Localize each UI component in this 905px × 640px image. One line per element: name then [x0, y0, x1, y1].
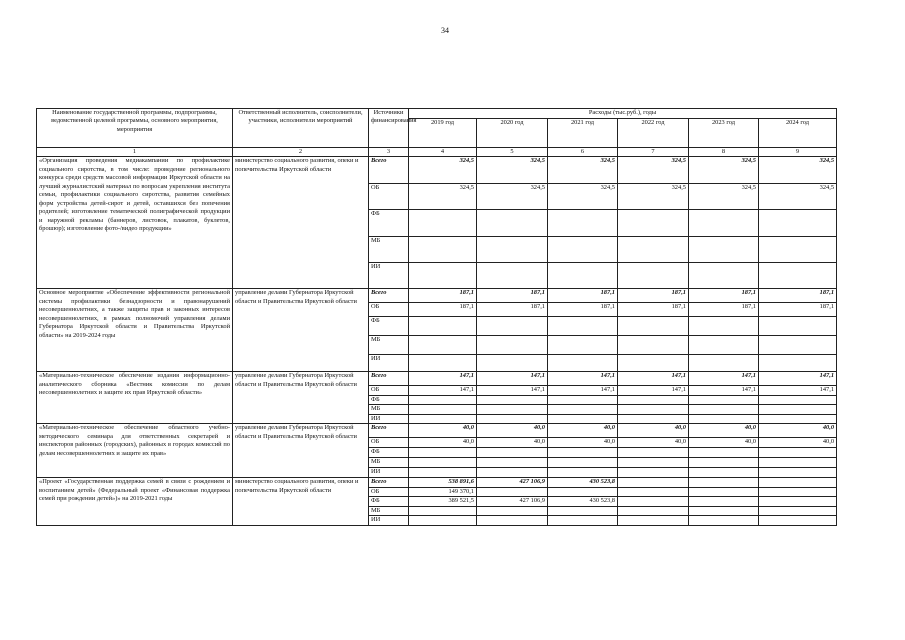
- amount-cell: 147,1: [618, 372, 689, 386]
- amount-cell: [618, 395, 689, 404]
- funding-source-cell: Всего: [369, 157, 409, 184]
- amount-cell: [618, 497, 689, 506]
- amount-cell: 147,1: [618, 386, 689, 395]
- funding-source-cell: ИИ: [369, 263, 409, 289]
- funding-row: [37, 289, 837, 303]
- amount-cell: [618, 355, 689, 372]
- amount-cell: 324,5: [409, 184, 477, 210]
- amount-cell: 40,0: [477, 438, 548, 448]
- funding-source-cell: МБ: [369, 405, 409, 414]
- amount-cell: 187,1: [759, 289, 837, 303]
- amount-cell: 430 523,8: [548, 497, 618, 506]
- column-number: 7: [618, 148, 689, 157]
- amount-cell: 324,5: [759, 184, 837, 210]
- executor-cell: управление делами Губернатора Иркутской области и Правительства Иркутской области: [233, 289, 369, 372]
- amount-cell: 324,5: [548, 184, 618, 210]
- amount-cell: 324,5: [618, 157, 689, 184]
- amount-cell: 147,1: [759, 372, 837, 386]
- amount-cell: [409, 405, 477, 414]
- funding-source-cell: Всего: [369, 372, 409, 386]
- amount-cell: [759, 395, 837, 404]
- funding-source-cell: ФБ: [369, 395, 409, 404]
- amount-cell: [409, 414, 477, 423]
- amount-cell: [477, 336, 548, 355]
- amount-cell: [759, 405, 837, 414]
- funding-source-cell: ИИ: [369, 414, 409, 423]
- column-number: 1: [37, 148, 233, 157]
- amount-cell: 147,1: [759, 386, 837, 395]
- amount-cell: 147,1: [477, 372, 548, 386]
- amount-cell: 324,5: [477, 184, 548, 210]
- header-year: 2019 год: [409, 119, 477, 148]
- amount-cell: [759, 506, 837, 515]
- amount-cell: [409, 263, 477, 289]
- header-year: 2021 год: [548, 119, 618, 148]
- program-name-cell: «Проект «Государственная поддержка семей в связи с рождением и воспитанием детей» (Федеральный проект «Финансовая поддержка семей при рождении детей»)» на 2019-2021 годы: [37, 478, 233, 525]
- amount-cell: [548, 405, 618, 414]
- amount-cell: [689, 395, 759, 404]
- amount-cell: [759, 237, 837, 263]
- amount-cell: [477, 506, 548, 515]
- amount-cell: 40,0: [548, 424, 618, 438]
- amount-cell: [618, 478, 689, 487]
- executor-cell: министерство социального развития, опеки и попечительства Иркутской области: [233, 478, 369, 525]
- amount-cell: 40,0: [689, 438, 759, 448]
- amount-cell: 187,1: [477, 289, 548, 303]
- amount-cell: 147,1: [477, 386, 548, 395]
- funding-source-cell: МБ: [369, 237, 409, 263]
- funding-source-cell: Всего: [369, 289, 409, 303]
- amount-cell: [548, 458, 618, 468]
- amount-cell: [689, 487, 759, 496]
- amount-cell: [759, 448, 837, 458]
- amount-cell: [759, 355, 837, 372]
- column-number: 8: [689, 148, 759, 157]
- amount-cell: 187,1: [548, 303, 618, 317]
- amount-cell: 324,5: [689, 157, 759, 184]
- amount-cell: 187,1: [618, 303, 689, 317]
- amount-cell: [618, 487, 689, 496]
- amount-cell: 40,0: [618, 438, 689, 448]
- funding-source-cell: ОБ: [369, 184, 409, 210]
- funding-source-cell: МБ: [369, 458, 409, 468]
- amount-cell: [548, 210, 618, 237]
- amount-cell: [689, 506, 759, 515]
- amount-cell: [548, 487, 618, 496]
- funding-source-cell: ОБ: [369, 438, 409, 448]
- program-name-cell: «Материально-техническое обеспечение областного учебно-методического семинара для ответственных секретарей и инспекторов районных (городских), районных в городах комиссий по делам несовершеннолетних и защите их прав»: [37, 424, 233, 478]
- executor-cell: управление делами Губернатора Иркутской области и Правительства Иркутской области: [233, 424, 369, 478]
- amount-cell: 187,1: [618, 289, 689, 303]
- header-year: 2022 год: [618, 119, 689, 148]
- amount-cell: [477, 448, 548, 458]
- funding-source-cell: МБ: [369, 336, 409, 355]
- amount-cell: [618, 458, 689, 468]
- amount-cell: [689, 516, 759, 525]
- funding-source-cell: ОБ: [369, 386, 409, 395]
- amount-cell: 40,0: [759, 438, 837, 448]
- amount-cell: 147,1: [548, 386, 618, 395]
- amount-cell: [409, 468, 477, 478]
- funding-source-cell: Всего: [369, 424, 409, 438]
- amount-cell: [409, 210, 477, 237]
- amount-cell: [618, 210, 689, 237]
- funding-source-cell: ФБ: [369, 210, 409, 237]
- amount-cell: [759, 458, 837, 468]
- amount-cell: [689, 458, 759, 468]
- executor-cell: управление делами Губернатора Иркутской области и Правительства Иркутской области: [233, 372, 369, 424]
- header-year: 2020 год: [477, 119, 548, 148]
- header-funding-source: Источники финансирования: [369, 109, 409, 148]
- amount-cell: 40,0: [409, 424, 477, 438]
- amount-cell: [477, 210, 548, 237]
- amount-cell: [409, 237, 477, 263]
- column-number: 6: [548, 148, 618, 157]
- funding-row: [37, 372, 837, 386]
- amount-cell: 147,1: [689, 372, 759, 386]
- header-program-name: Наименование государственной программы, подпрограммы, ведомственной целевой программы, основного мероприятия, мероприятия: [37, 109, 233, 148]
- amount-cell: 40,0: [477, 424, 548, 438]
- header-year: 2024 год: [759, 119, 837, 148]
- amount-cell: [689, 317, 759, 336]
- amount-cell: 147,1: [409, 372, 477, 386]
- executor-cell: министерство социального развития, опеки и попечительства Иркутской области: [233, 157, 369, 289]
- funding-source-cell: ОБ: [369, 303, 409, 317]
- funding-source-cell: ФБ: [369, 497, 409, 506]
- amount-cell: [548, 355, 618, 372]
- amount-cell: [548, 237, 618, 263]
- amount-cell: [759, 487, 837, 496]
- column-number: 9: [759, 148, 837, 157]
- amount-cell: [689, 414, 759, 423]
- amount-cell: 147,1: [409, 386, 477, 395]
- funding-source-cell: ОБ: [369, 487, 409, 496]
- amount-cell: 187,1: [759, 303, 837, 317]
- amount-cell: [409, 448, 477, 458]
- amount-cell: 187,1: [409, 303, 477, 317]
- amount-cell: [477, 468, 548, 478]
- program-name-cell: «Организация проведения медиакампании по профилактике социального сиротства, в том числе: проведение регионального конкурса среди средств массовой информации Иркутской области на лучший журналистский материал по вопросам укрепления института семьи, профилактики социального сиротства, развития семейных форм устройства детей-сирот и детей, оставшихся без попечения родителей; изготовление тематической полиграфической продукции и наружной рекламы (баннеров, листовок, плакатов, буклетов, брошюр); изготовление фото-/видео продукции»: [37, 157, 233, 289]
- amount-cell: [689, 355, 759, 372]
- amount-cell: 187,1: [409, 289, 477, 303]
- amount-cell: [759, 263, 837, 289]
- program-name-cell: Основное мероприятие «Обеспечение эффективности региональной системы профилактики безнадзорности и правонарушений несовершеннолетних, а также защиты прав и законных интересов несовершеннолетних, в рамках полномочий управления делами Губернатора Иркутской области и Правительства Иркутской области» на 2019-2024 годы: [37, 289, 233, 372]
- amount-cell: 389 521,5: [409, 497, 477, 506]
- amount-cell: [409, 336, 477, 355]
- column-number: 5: [477, 148, 548, 157]
- amount-cell: [618, 468, 689, 478]
- amount-cell: [689, 478, 759, 487]
- amount-cell: [618, 263, 689, 289]
- column-number: 3: [369, 148, 409, 157]
- page-number: 34: [441, 26, 449, 35]
- funding-source-cell: ФБ: [369, 448, 409, 458]
- amount-cell: 324,5: [689, 184, 759, 210]
- amount-cell: [409, 458, 477, 468]
- amount-cell: [618, 336, 689, 355]
- amount-cell: 147,1: [689, 386, 759, 395]
- amount-cell: [689, 237, 759, 263]
- amount-cell: [689, 405, 759, 414]
- budget-table: [36, 108, 837, 526]
- header-executor: Ответственный исполнитель, соисполнители, участники, исполнители мероприятий: [233, 109, 369, 148]
- amount-cell: [477, 405, 548, 414]
- amount-cell: [759, 468, 837, 478]
- amount-cell: [548, 468, 618, 478]
- amount-cell: 430 523,8: [548, 478, 618, 487]
- funding-row: [37, 424, 837, 438]
- amount-cell: [618, 506, 689, 515]
- amount-cell: 40,0: [759, 424, 837, 438]
- amount-cell: [548, 516, 618, 525]
- column-number: 2: [233, 148, 369, 157]
- amount-cell: [477, 355, 548, 372]
- amount-cell: [548, 317, 618, 336]
- amount-cell: 40,0: [689, 424, 759, 438]
- amount-cell: [477, 317, 548, 336]
- amount-cell: 40,0: [618, 424, 689, 438]
- amount-cell: [409, 506, 477, 515]
- amount-cell: [689, 448, 759, 458]
- amount-cell: [759, 414, 837, 423]
- amount-cell: [548, 263, 618, 289]
- amount-cell: [759, 497, 837, 506]
- funding-source-cell: ИИ: [369, 355, 409, 372]
- amount-cell: 187,1: [548, 289, 618, 303]
- amount-cell: 324,5: [618, 184, 689, 210]
- amount-cell: [409, 355, 477, 372]
- amount-cell: [689, 336, 759, 355]
- amount-cell: 324,5: [409, 157, 477, 184]
- amount-cell: [759, 516, 837, 525]
- amount-cell: 427 106,9: [477, 497, 548, 506]
- amount-cell: [477, 395, 548, 404]
- funding-source-cell: ФБ: [369, 317, 409, 336]
- header-row-top: [37, 109, 837, 119]
- amount-cell: [689, 210, 759, 237]
- amount-cell: 40,0: [409, 438, 477, 448]
- funding-source-cell: ИИ: [369, 468, 409, 478]
- funding-source-cell: ИИ: [369, 516, 409, 525]
- column-number: 4: [409, 148, 477, 157]
- amount-cell: 187,1: [689, 289, 759, 303]
- amount-cell: [409, 516, 477, 525]
- amount-cell: [689, 468, 759, 478]
- amount-cell: 187,1: [689, 303, 759, 317]
- amount-cell: [759, 336, 837, 355]
- amount-cell: [689, 497, 759, 506]
- amount-cell: [618, 317, 689, 336]
- amount-cell: [618, 516, 689, 525]
- amount-cell: [759, 478, 837, 487]
- amount-cell: 149 370,1: [409, 487, 477, 496]
- amount-cell: [689, 263, 759, 289]
- program-name-cell: «Материально-техническое обеспечение издания информационно-аналитического сборника «Вестник комиссии по делам несовершеннолетних и защите их прав Иркутской области»: [37, 372, 233, 424]
- amount-cell: [409, 317, 477, 336]
- amount-cell: [548, 506, 618, 515]
- amount-cell: [759, 210, 837, 237]
- amount-cell: [477, 516, 548, 525]
- amount-cell: [477, 458, 548, 468]
- amount-cell: 147,1: [548, 372, 618, 386]
- amount-cell: [618, 237, 689, 263]
- amount-cell: 427 106,9: [477, 478, 548, 487]
- amount-cell: [477, 263, 548, 289]
- funding-source-cell: МБ: [369, 506, 409, 515]
- amount-cell: [477, 237, 548, 263]
- amount-cell: 324,5: [548, 157, 618, 184]
- funding-source-cell: Всего: [369, 478, 409, 487]
- amount-cell: [409, 395, 477, 404]
- column-number-row: [37, 148, 837, 157]
- amount-cell: 187,1: [477, 303, 548, 317]
- amount-cell: 538 891,6: [409, 478, 477, 487]
- amount-cell: [618, 405, 689, 414]
- amount-cell: [548, 448, 618, 458]
- amount-cell: 324,5: [759, 157, 837, 184]
- amount-cell: [477, 414, 548, 423]
- amount-cell: [548, 414, 618, 423]
- funding-row: [37, 157, 837, 184]
- header-year: 2023 год: [689, 119, 759, 148]
- amount-cell: [618, 448, 689, 458]
- amount-cell: [548, 395, 618, 404]
- amount-cell: [759, 317, 837, 336]
- amount-cell: [618, 414, 689, 423]
- amount-cell: 40,0: [548, 438, 618, 448]
- amount-cell: 324,5: [477, 157, 548, 184]
- amount-cell: [477, 487, 548, 496]
- funding-row: [37, 478, 837, 487]
- amount-cell: [548, 336, 618, 355]
- header-expenses: Расходы (тыс.руб.), годы: [409, 109, 837, 119]
